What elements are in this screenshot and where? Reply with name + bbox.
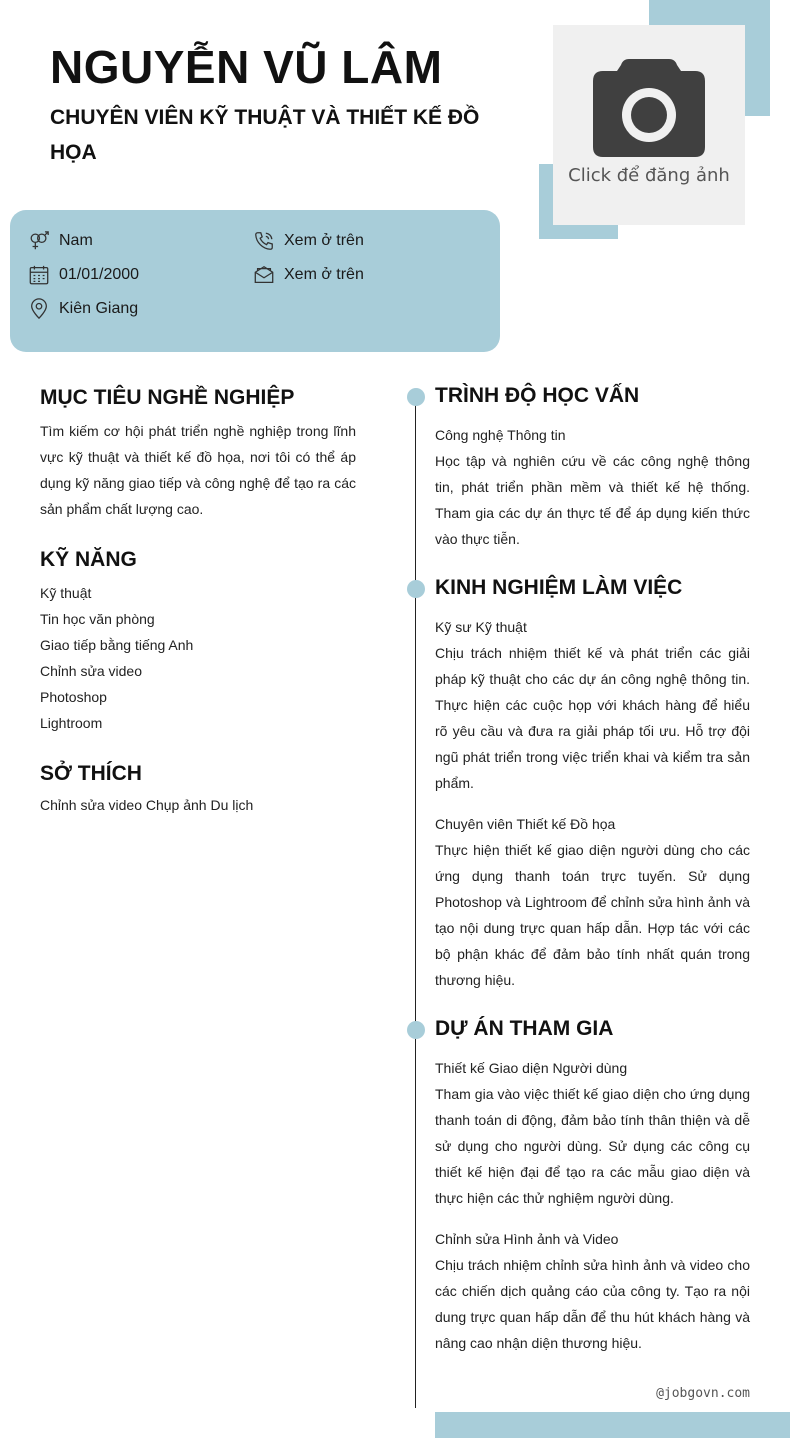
location-pin-icon xyxy=(28,298,50,320)
timeline-line xyxy=(415,396,416,1408)
email-icon xyxy=(253,264,275,286)
project-item-name: Thiết kế Giao diện Người dùng xyxy=(435,1060,628,1076)
skill-item: Tin học văn phòng xyxy=(40,611,155,627)
experience-title: KINH NGHIỆM LÀM VIỆC xyxy=(435,576,683,599)
objective-title: MỤC TIÊU NGHỀ NGHIỆP xyxy=(40,386,295,409)
project-item-name: Chỉnh sửa Hình ảnh và Video xyxy=(435,1231,619,1247)
experience-item-desc: Chịu trách nhiệm thiết kế và phát triển các giải pháp kỹ thuật cho các dự án công nghệ thông tin. Thực hiện các cuộc họp với khách hàng để hiểu rõ yêu cầu và đưa ra giải pháp tối ưu. Hỗ trợ đội ngũ phát triển trong việc triển khai và kiểm tra sản phẩm. xyxy=(435,645,750,791)
gender-icon xyxy=(28,230,50,252)
skills-title: KỸ NĂNG xyxy=(40,548,137,571)
photo-upload-label: Click để đăng ảnh xyxy=(568,165,730,186)
education-item-desc: Học tập và nghiên cứu về các công nghệ thông tin, phát triển phần mềm và thiết kế hệ thống. Tham gia các dự án thực tế để áp dụng kiến thức vào thực tiễn. xyxy=(435,453,750,547)
email-value: Xem ở trên xyxy=(284,266,364,283)
education-section xyxy=(435,384,750,552)
objective-text: Tìm kiếm cơ hội phát triển nghề nghiệp trong lĩnh vực kỹ thuật và thiết kế đồ họa, nơi tôi có thể áp dụng kỹ năng giao tiếp và công nghệ để tạo ra các sản phẩm chất lượng cao. xyxy=(40,423,356,517)
info-phone xyxy=(253,230,364,252)
experience-item-name: Kỹ sư Kỹ thuật xyxy=(435,619,527,635)
location-value: Kiên Giang xyxy=(59,300,139,317)
hobbies-title: SỞ THÍCH xyxy=(40,762,142,785)
experience-item-desc: Thực hiện thiết kế giao diện người dùng cho các ứng dụng thanh toán trực tuyến. Sử dụng Photoshop và Lightroom để chỉnh sửa hình ảnh và tạo nội dung trực quan hấp dẫn. Hợp tác với các bộ phận khác để đảm bảo tính nhất quán trong thương hiệu. xyxy=(435,842,750,988)
skill-item: Lightroom xyxy=(40,715,103,731)
skills-list xyxy=(40,580,356,736)
personal-info-box xyxy=(10,210,500,352)
timeline-dot-education xyxy=(407,388,425,406)
left-column xyxy=(40,386,356,818)
skill-item: Photoshop xyxy=(40,689,107,705)
skill-item: Kỹ thuật xyxy=(40,585,92,601)
footer-decorative-bar xyxy=(435,1412,790,1438)
birthday-value: 01/01/2000 xyxy=(59,266,140,283)
photo-upload[interactable] xyxy=(553,25,745,225)
projects-title: DỰ ÁN THAM GIA xyxy=(435,1017,614,1040)
candidate-name: NGUYỄN VŨ LÂM xyxy=(50,41,443,93)
calendar-icon xyxy=(28,264,50,286)
info-gender xyxy=(28,230,93,252)
phone-icon xyxy=(253,230,275,252)
skill-item: Giao tiếp bằng tiếng Anh xyxy=(40,637,194,653)
info-birthday xyxy=(28,264,139,286)
gender-value: Nam xyxy=(59,232,93,249)
timeline-dot-experience xyxy=(407,580,425,598)
hobbies-text: Chỉnh sửa video Chụp ảnh Du lịch xyxy=(40,797,254,813)
education-item-name: Công nghệ Thông tin xyxy=(435,427,566,443)
projects-section xyxy=(435,1017,750,1356)
job-title: CHUYÊN VIÊN KỸ THUẬT VÀ THIẾT KẾ ĐỒ HỌA xyxy=(50,106,480,164)
info-location xyxy=(28,298,138,320)
phone-value: Xem ở trên xyxy=(284,232,364,249)
footer-url: @jobgovn.com xyxy=(656,1386,750,1401)
experience-item-name: Chuyên viên Thiết kế Đồ họa xyxy=(435,816,616,832)
info-email xyxy=(253,264,364,286)
timeline-dot-projects xyxy=(407,1021,425,1039)
skill-item: Chỉnh sửa video xyxy=(40,663,142,679)
education-title: TRÌNH ĐỘ HỌC VẤN xyxy=(435,384,640,407)
project-item-desc: Tham gia vào việc thiết kế giao diện cho ứng dụng thanh toán di động, đảm bảo tính thân thiện và dễ sử dụng cho người dùng. Sử dụng các công cụ thiết kế hiện đại để tạo ra các mẫu giao diện và thực hiện các thử nghiệm người dùng. xyxy=(435,1086,750,1206)
experience-section xyxy=(435,576,750,993)
project-item-desc: Chịu trách nhiệm chỉnh sửa hình ảnh và video cho các chiến dịch quảng cáo của công ty. Tạo ra nội dung trực quan hấp dẫn để thu hút khách hàng và nâng cao nhận diện thương hiệu. xyxy=(435,1257,750,1351)
camera-icon xyxy=(591,55,707,159)
